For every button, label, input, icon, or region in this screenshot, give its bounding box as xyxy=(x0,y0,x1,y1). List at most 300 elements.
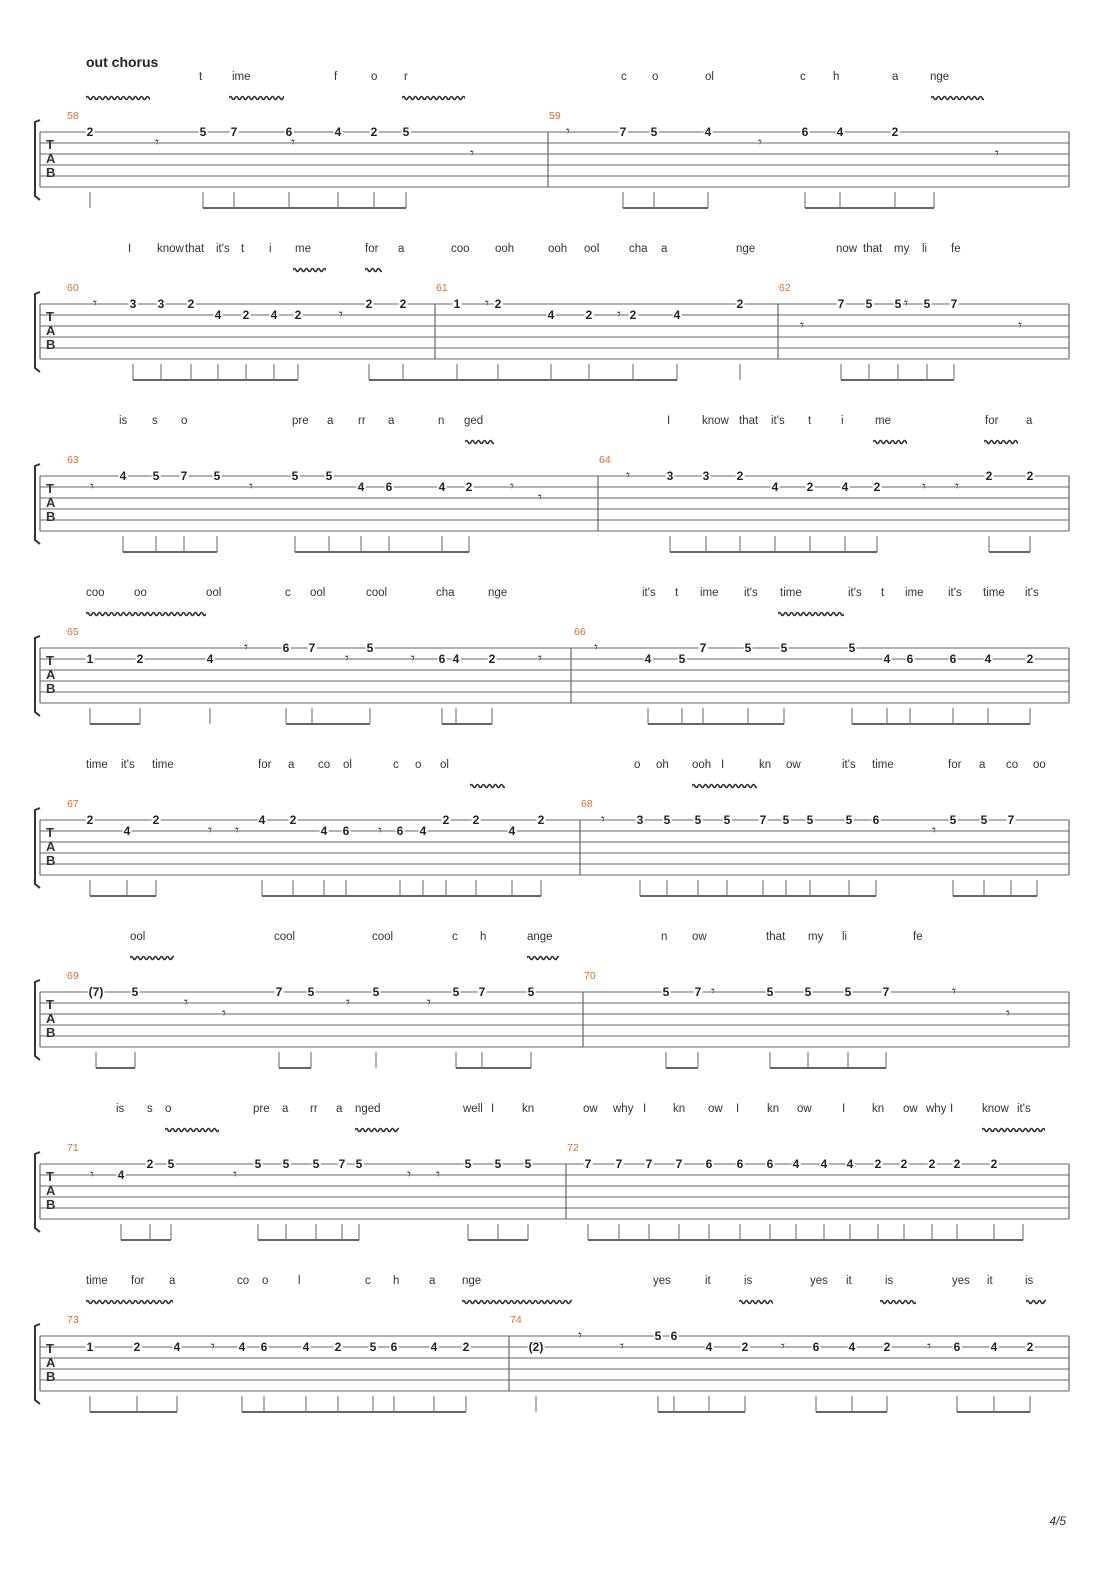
fret-number: 7 xyxy=(694,985,702,999)
fret-number: 3 xyxy=(129,297,137,311)
fret-number: 4 xyxy=(334,125,342,139)
fret-number: 4 xyxy=(836,125,844,139)
fret-number: 4 xyxy=(883,652,891,666)
fret-number: 7 xyxy=(338,1157,346,1171)
fret-number: 5 xyxy=(312,1157,320,1171)
lyric-syllable: n xyxy=(438,415,445,427)
fret-number: 2 xyxy=(465,480,473,494)
measure-number: 64 xyxy=(599,454,611,466)
measure-number: 58 xyxy=(67,110,79,122)
fret-number: 5 xyxy=(678,652,686,666)
rest-symbol: 𝄾 xyxy=(345,650,349,667)
tab-clef-letter: B xyxy=(46,1197,56,1212)
fret-number: 4 xyxy=(270,308,278,322)
rest-symbol: 𝄾 xyxy=(485,295,489,312)
lyric-syllable: is xyxy=(1025,1275,1034,1287)
fret-number: 7 xyxy=(675,1157,683,1171)
tab-staff xyxy=(0,626,1110,746)
fret-number: 4 xyxy=(792,1157,800,1171)
rest-symbol: 𝄾 xyxy=(904,295,908,312)
fret-number: 5 xyxy=(464,1157,472,1171)
lyric-syllable: kn xyxy=(767,1103,780,1115)
tab-clef-letter: A xyxy=(46,151,56,166)
tab-clef-letter: B xyxy=(46,681,56,696)
lyric-syllable: cha xyxy=(436,587,455,599)
fret-number: 5 xyxy=(723,813,731,827)
fret-number: 5 xyxy=(663,813,671,827)
lyric-syllable: kn xyxy=(872,1103,885,1115)
lyric-syllable: it's xyxy=(744,587,758,599)
vibrato-mark xyxy=(462,1299,572,1305)
fret-number: 2 xyxy=(990,1157,998,1171)
fret-number: 4 xyxy=(430,1340,438,1354)
measure-number: 63 xyxy=(67,454,79,466)
fret-number: 6 xyxy=(906,652,914,666)
tab-clef-letter: T xyxy=(46,137,54,152)
rest-symbol: 𝄾 xyxy=(566,123,570,140)
vibrato-mark xyxy=(465,439,494,445)
lyric-syllable: ow xyxy=(786,759,801,771)
rest-symbol: 𝄾 xyxy=(291,134,295,151)
tab-clef-letter: A xyxy=(46,1011,56,1026)
tab-clef-letter: A xyxy=(46,323,56,338)
rest-symbol: 𝄾 xyxy=(922,478,926,495)
fret-number: 5 xyxy=(845,813,853,827)
fret-number: 4 xyxy=(320,824,328,838)
rest-symbol: 𝄾 xyxy=(758,134,762,151)
measure-number: 67 xyxy=(67,798,79,810)
lyric-syllable: a xyxy=(388,415,395,427)
lyric-syllable: it's xyxy=(948,587,962,599)
tab-clef-letter: B xyxy=(46,165,56,180)
fret-number: 2 xyxy=(494,297,502,311)
fret-number: 3 xyxy=(636,813,644,827)
rest-symbol: 𝄾 xyxy=(800,317,804,334)
lyric-syllable: I xyxy=(721,759,725,771)
lyric-syllable: co xyxy=(237,1275,250,1287)
rest-symbol: 𝄾 xyxy=(955,478,959,495)
lyric-syllable: a xyxy=(979,759,986,771)
fret-number: 1 xyxy=(86,1340,94,1354)
measure-number: 71 xyxy=(67,1142,79,1154)
lyric-syllable: c xyxy=(621,71,627,83)
fret-number: (2) xyxy=(528,1340,544,1354)
fret-number: 5 xyxy=(282,1157,290,1171)
rest-symbol: 𝄾 xyxy=(578,1327,582,1344)
lyric-syllable: h xyxy=(393,1275,400,1287)
rest-symbol: 𝄾 xyxy=(510,478,514,495)
vibrato-mark xyxy=(402,95,465,101)
fret-number: 5 xyxy=(355,1157,363,1171)
fret-number: 2 xyxy=(146,1157,154,1171)
fret-number: 2 xyxy=(900,1157,908,1171)
tab-staff xyxy=(0,1314,1110,1434)
lyric-syllable: yes xyxy=(952,1275,970,1287)
vibrato-mark xyxy=(778,611,844,617)
lyric-syllable: well xyxy=(463,1103,483,1115)
fret-number: 5 xyxy=(949,813,957,827)
lyric-syllable: it xyxy=(846,1275,852,1287)
fret-number: 4 xyxy=(173,1340,181,1354)
rest-symbol: 𝄾 xyxy=(184,994,188,1011)
lyric-syllable: know xyxy=(157,243,184,255)
tab-staff xyxy=(0,798,1110,918)
lyric-syllable: pre xyxy=(292,415,309,427)
lyric-syllable: time xyxy=(780,587,802,599)
lyric-syllable: rr xyxy=(310,1103,318,1115)
measure-number: 59 xyxy=(549,110,561,122)
lyric-syllable: that xyxy=(863,243,883,255)
lyric-syllable: nge xyxy=(462,1275,482,1287)
fret-number: 2 xyxy=(736,469,744,483)
tab-clef-letter: T xyxy=(46,1341,54,1356)
lyric-syllable: co xyxy=(318,759,331,771)
lyric-syllable: cool xyxy=(366,587,388,599)
lyric-syllable: know xyxy=(982,1103,1009,1115)
vibrato-mark xyxy=(1026,1299,1046,1305)
lyric-syllable: I xyxy=(643,1103,647,1115)
system-bracket xyxy=(35,980,40,1060)
lyric-syllable: ooh xyxy=(692,759,712,771)
fret-number: 2 xyxy=(136,652,144,666)
lyric-syllable: it's xyxy=(216,243,230,255)
fret-number: 7 xyxy=(275,985,283,999)
fret-number: 2 xyxy=(873,480,881,494)
vibrato-mark xyxy=(527,955,559,961)
rest-symbol: 𝄾 xyxy=(538,650,542,667)
lyric-syllable: o xyxy=(371,71,378,83)
lyric-syllable: a xyxy=(398,243,405,255)
lyric-syllable: that xyxy=(185,243,205,255)
lyric-syllable: nged xyxy=(355,1103,381,1115)
vibrato-mark xyxy=(165,1127,219,1133)
fret-number: 3 xyxy=(702,469,710,483)
fret-number: 5 xyxy=(844,985,852,999)
lyric-syllable: is xyxy=(744,1275,753,1287)
lyric-syllable: a xyxy=(288,759,295,771)
fret-number: 6 xyxy=(260,1340,268,1354)
fret-number: 4 xyxy=(547,308,555,322)
page-number: 4/5 xyxy=(1049,1514,1066,1528)
fret-number: 2 xyxy=(399,297,407,311)
lyric-syllable: my xyxy=(894,243,910,255)
fret-number: 6 xyxy=(285,125,293,139)
fret-number: 7 xyxy=(584,1157,592,1171)
rest-symbol: 𝄾 xyxy=(90,1166,94,1183)
lyric-syllable: it xyxy=(987,1275,993,1287)
system-bracket xyxy=(35,636,40,716)
lyric-syllable: ow xyxy=(583,1103,598,1115)
fret-number: 2 xyxy=(928,1157,936,1171)
lyric-syllable: ow xyxy=(692,931,707,943)
fret-number: 5 xyxy=(744,641,752,655)
rest-symbol: 𝄾 xyxy=(626,467,630,484)
lyric-syllable: me xyxy=(295,243,311,255)
fret-number: 6 xyxy=(342,824,350,838)
fret-number: 4 xyxy=(841,480,849,494)
lyric-syllable: ime xyxy=(905,587,924,599)
rest-symbol: 𝄾 xyxy=(601,811,605,828)
rest-symbol: 𝄾 xyxy=(235,822,239,839)
lyric-syllable: nge xyxy=(488,587,508,599)
rest-symbol: 𝄾 xyxy=(90,478,94,495)
lyric-syllable: a xyxy=(892,71,899,83)
fret-number: 4 xyxy=(704,125,712,139)
fret-number: 5 xyxy=(782,813,790,827)
fret-number: 5 xyxy=(307,985,315,999)
fret-number: 2 xyxy=(472,813,480,827)
fret-number: 4 xyxy=(673,308,681,322)
tab-clef-letter: B xyxy=(46,853,56,868)
lyric-syllable: ool xyxy=(206,587,222,599)
lyric-syllable: ow xyxy=(708,1103,723,1115)
lyric-syllable: kn xyxy=(522,1103,535,1115)
vibrato-mark xyxy=(86,1299,173,1305)
tab-clef-letter: B xyxy=(46,509,56,524)
rest-symbol: 𝄾 xyxy=(427,994,431,1011)
fret-number: 4 xyxy=(119,469,127,483)
fret-number: 4 xyxy=(771,480,779,494)
fret-number: 5 xyxy=(213,469,221,483)
fret-number: 5 xyxy=(804,985,812,999)
lyric-syllable: oo xyxy=(1033,759,1046,771)
fret-number: 2 xyxy=(953,1157,961,1171)
vibrato-mark xyxy=(365,267,382,273)
lyric-syllable: it's xyxy=(121,759,135,771)
fret-number: 4 xyxy=(419,824,427,838)
rest-symbol: 𝄾 xyxy=(470,145,474,162)
fret-number: 1 xyxy=(86,652,94,666)
lyric-syllable: ool xyxy=(584,243,600,255)
tab-clef-letter: A xyxy=(46,667,56,682)
fret-number: 2 xyxy=(365,297,373,311)
fret-number: 5 xyxy=(766,985,774,999)
lyric-syllable: for xyxy=(948,759,962,771)
fret-number: 6 xyxy=(438,652,446,666)
system-bracket xyxy=(35,808,40,888)
fret-number: 5 xyxy=(980,813,988,827)
fret-number: 2 xyxy=(741,1340,749,1354)
lyric-syllable: cool xyxy=(274,931,296,943)
lyric-syllable: is xyxy=(119,415,128,427)
fret-number: 7 xyxy=(759,813,767,827)
fret-number: 4 xyxy=(357,480,365,494)
tab-clef-letter: T xyxy=(46,997,54,1012)
fret-number: 5 xyxy=(291,469,299,483)
lyric-syllable: o xyxy=(181,415,188,427)
lyric-syllable: kn xyxy=(759,759,772,771)
lyric-syllable: pre xyxy=(253,1103,270,1115)
fret-number: 5 xyxy=(494,1157,502,1171)
fret-number: 4 xyxy=(984,652,992,666)
fret-number: 4 xyxy=(302,1340,310,1354)
measure-number: 60 xyxy=(67,282,79,294)
lyric-syllable: l xyxy=(298,1275,301,1287)
lyric-syllable: it's xyxy=(1025,587,1039,599)
rest-symbol: 𝄾 xyxy=(249,478,253,495)
fret-number: 5 xyxy=(662,985,670,999)
lyric-syllable: now xyxy=(836,243,858,255)
fret-number: 5 xyxy=(923,297,931,311)
lyric-syllable: i xyxy=(841,415,844,427)
lyric-syllable: yes xyxy=(810,1275,828,1287)
rest-symbol: 𝄾 xyxy=(211,1338,215,1355)
lyric-syllable: I xyxy=(667,415,671,427)
rest-symbol: 𝄾 xyxy=(932,822,936,839)
lyric-syllable: me xyxy=(875,415,891,427)
lyric-syllable: ol xyxy=(705,71,714,83)
lyric-syllable: that xyxy=(766,931,786,943)
lyric-syllable: for xyxy=(131,1275,145,1287)
tab-clef-letter: T xyxy=(46,1169,54,1184)
tab-clef-letter: A xyxy=(46,1355,56,1370)
vibrato-mark xyxy=(86,611,206,617)
rest-symbol: 𝄾 xyxy=(436,1166,440,1183)
lyric-syllable: time xyxy=(86,759,108,771)
lyric-syllable: I xyxy=(128,243,132,255)
fret-number: 6 xyxy=(872,813,880,827)
fret-number: 6 xyxy=(670,1329,678,1343)
fret-number: 7 xyxy=(699,641,707,655)
fret-number: 5 xyxy=(865,297,873,311)
vibrato-mark xyxy=(470,783,505,789)
fret-number: 7 xyxy=(837,297,845,311)
fret-number: 5 xyxy=(524,1157,532,1171)
lyric-syllable: for xyxy=(365,243,379,255)
tab-clef-letter: T xyxy=(46,481,54,496)
lyric-syllable: that xyxy=(739,415,759,427)
fret-number: 6 xyxy=(801,125,809,139)
lyric-syllable: o xyxy=(415,759,422,771)
fret-number: 3 xyxy=(666,469,674,483)
fret-number: 6 xyxy=(949,652,957,666)
system-bracket xyxy=(35,120,40,200)
lyric-syllable: a xyxy=(336,1103,343,1115)
tab-clef-letter: A xyxy=(46,839,56,854)
measure-number: 74 xyxy=(510,1314,522,1326)
rest-symbol: 𝄾 xyxy=(711,983,715,1000)
lyric-syllable: ooh xyxy=(495,243,515,255)
rest-symbol: 𝄾 xyxy=(952,983,956,1000)
fret-number: 4 xyxy=(705,1340,713,1354)
lyric-syllable: rr xyxy=(358,415,366,427)
lyric-syllable: ged xyxy=(464,415,484,427)
fret-number: 6 xyxy=(396,824,404,838)
fret-number: 6 xyxy=(705,1157,713,1171)
lyric-syllable: a xyxy=(169,1275,176,1287)
lyric-syllable: t xyxy=(199,71,203,83)
rest-symbol: 𝄾 xyxy=(244,639,248,656)
fret-number: 5 xyxy=(780,641,788,655)
tab-staff xyxy=(0,282,1110,402)
lyric-syllable: t xyxy=(808,415,812,427)
fret-number: 6 xyxy=(736,1157,744,1171)
lyric-syllable: it's xyxy=(848,587,862,599)
fret-number: 7 xyxy=(180,469,188,483)
fret-number: 7 xyxy=(950,297,958,311)
tab-clef-letter: B xyxy=(46,1025,56,1040)
fret-number: 2 xyxy=(488,652,496,666)
lyric-syllable: fe xyxy=(913,931,923,943)
system-bracket xyxy=(35,464,40,544)
lyric-syllable: oh xyxy=(656,759,669,771)
lyric-syllable: ange xyxy=(527,931,553,943)
vibrato-mark xyxy=(355,1127,399,1133)
lyric-syllable: o xyxy=(262,1275,269,1287)
rest-symbol: 𝄾 xyxy=(1018,317,1022,334)
lyric-syllable: co xyxy=(1006,759,1019,771)
fret-number: 5 xyxy=(131,985,139,999)
fret-number: 6 xyxy=(385,480,393,494)
rest-symbol: 𝄾 xyxy=(407,1166,411,1183)
fret-number: 7 xyxy=(645,1157,653,1171)
fret-number: 6 xyxy=(390,1340,398,1354)
lyric-syllable: ool xyxy=(310,587,326,599)
lyric-syllable: fe xyxy=(951,243,961,255)
fret-number: 1 xyxy=(453,297,461,311)
lyric-syllable: time xyxy=(86,1275,108,1287)
measure-number: 61 xyxy=(436,282,448,294)
fret-number: 2 xyxy=(133,1340,141,1354)
fret-number: 2 xyxy=(289,813,297,827)
fret-number: 2 xyxy=(462,1340,470,1354)
lyric-syllable: s xyxy=(147,1103,153,1115)
tab-clef-letter: A xyxy=(46,495,56,510)
lyric-syllable: ow xyxy=(797,1103,812,1115)
system-bracket xyxy=(35,1324,40,1404)
tab-clef-letter: T xyxy=(46,309,54,324)
fret-number: 4 xyxy=(846,1157,854,1171)
fret-number: 4 xyxy=(990,1340,998,1354)
lyric-syllable: I xyxy=(950,1103,954,1115)
rest-symbol: 𝄾 xyxy=(208,822,212,839)
lyric-syllable: nge xyxy=(930,71,950,83)
lyric-syllable: t xyxy=(241,243,245,255)
fret-number: 2 xyxy=(629,308,637,322)
fret-number: 2 xyxy=(152,813,160,827)
lyric-syllable: o xyxy=(634,759,641,771)
lyric-syllable: ol xyxy=(343,759,352,771)
lyric-syllable: cool xyxy=(372,931,394,943)
tab-clef-letter: T xyxy=(46,825,54,840)
rest-symbol: 𝄾 xyxy=(620,1338,624,1355)
lyric-syllable: time xyxy=(152,759,174,771)
lyric-syllable: o xyxy=(165,1103,172,1115)
rest-symbol: 𝄾 xyxy=(339,306,343,323)
fret-number: 2 xyxy=(736,297,744,311)
lyric-syllable: nge xyxy=(736,243,756,255)
lyric-syllable: t xyxy=(881,587,885,599)
fret-number: 2 xyxy=(86,125,94,139)
lyric-syllable: time xyxy=(983,587,1005,599)
rest-symbol: 𝄾 xyxy=(93,295,97,312)
fret-number: 4 xyxy=(644,652,652,666)
fret-number: 4 xyxy=(117,1168,125,1182)
rest-symbol: 𝄾 xyxy=(594,639,598,656)
tab-staff xyxy=(0,454,1110,574)
rest-symbol: 𝄾 xyxy=(222,1005,226,1022)
lyric-syllable: I xyxy=(842,1103,846,1115)
rest-symbol: 𝄾 xyxy=(1006,1005,1010,1022)
lyric-syllable: o xyxy=(652,71,659,83)
fret-number: 7 xyxy=(882,985,890,999)
lyric-syllable: it's xyxy=(842,759,856,771)
lyric-syllable: i xyxy=(269,243,272,255)
fret-number: 4 xyxy=(508,824,516,838)
fret-number: 6 xyxy=(812,1340,820,1354)
vibrato-mark xyxy=(739,1299,773,1305)
lyric-syllable: why xyxy=(926,1103,947,1115)
